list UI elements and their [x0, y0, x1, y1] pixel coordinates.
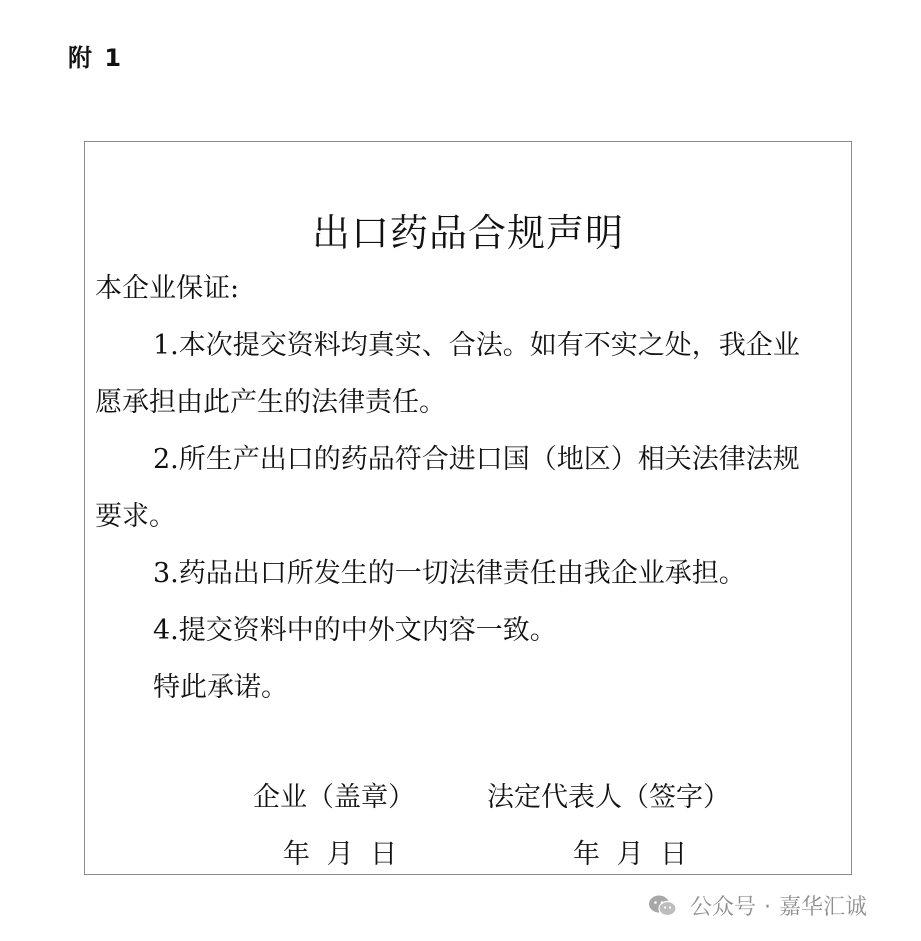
watermark-account: 嘉华汇诚: [779, 895, 868, 920]
item3: 3.药品出口所发生的一切法律责任由我企业承担。: [153, 558, 746, 589]
watermark: [648, 890, 871, 921]
item1-line2: 愿承担由此产生的法律责任。: [95, 387, 446, 418]
representative-date: 年 月 日: [573, 839, 688, 870]
legal-representative-label: 法定代表人（签字）: [487, 782, 730, 813]
attachment-label: 附 1: [68, 44, 124, 72]
declaration-frame: [84, 141, 852, 875]
company-seal-label: 企业（盖章）: [253, 782, 415, 813]
intro-text: 本企业保证:: [95, 273, 240, 304]
item2-line2: 要求。: [95, 501, 176, 532]
item4: 4.提交资料中的中外文内容一致。: [153, 615, 557, 646]
wechat-icon: [648, 893, 678, 919]
watermark-source: 公众号: [690, 895, 757, 920]
closing-text: 特此承诺。: [153, 672, 288, 703]
company-date: 年 月 日: [283, 839, 398, 870]
watermark-separator: ·: [764, 895, 772, 920]
item2-line1: 2.所生产出口的药品符合进口国（地区）相关法律法规: [153, 444, 800, 475]
item1-line1: 1.本次提交资料均真实、合法。如有不实之处，我企业: [153, 330, 800, 361]
watermark-text: [686, 890, 871, 921]
document-title: 出口药品合规声明: [311, 211, 624, 255]
